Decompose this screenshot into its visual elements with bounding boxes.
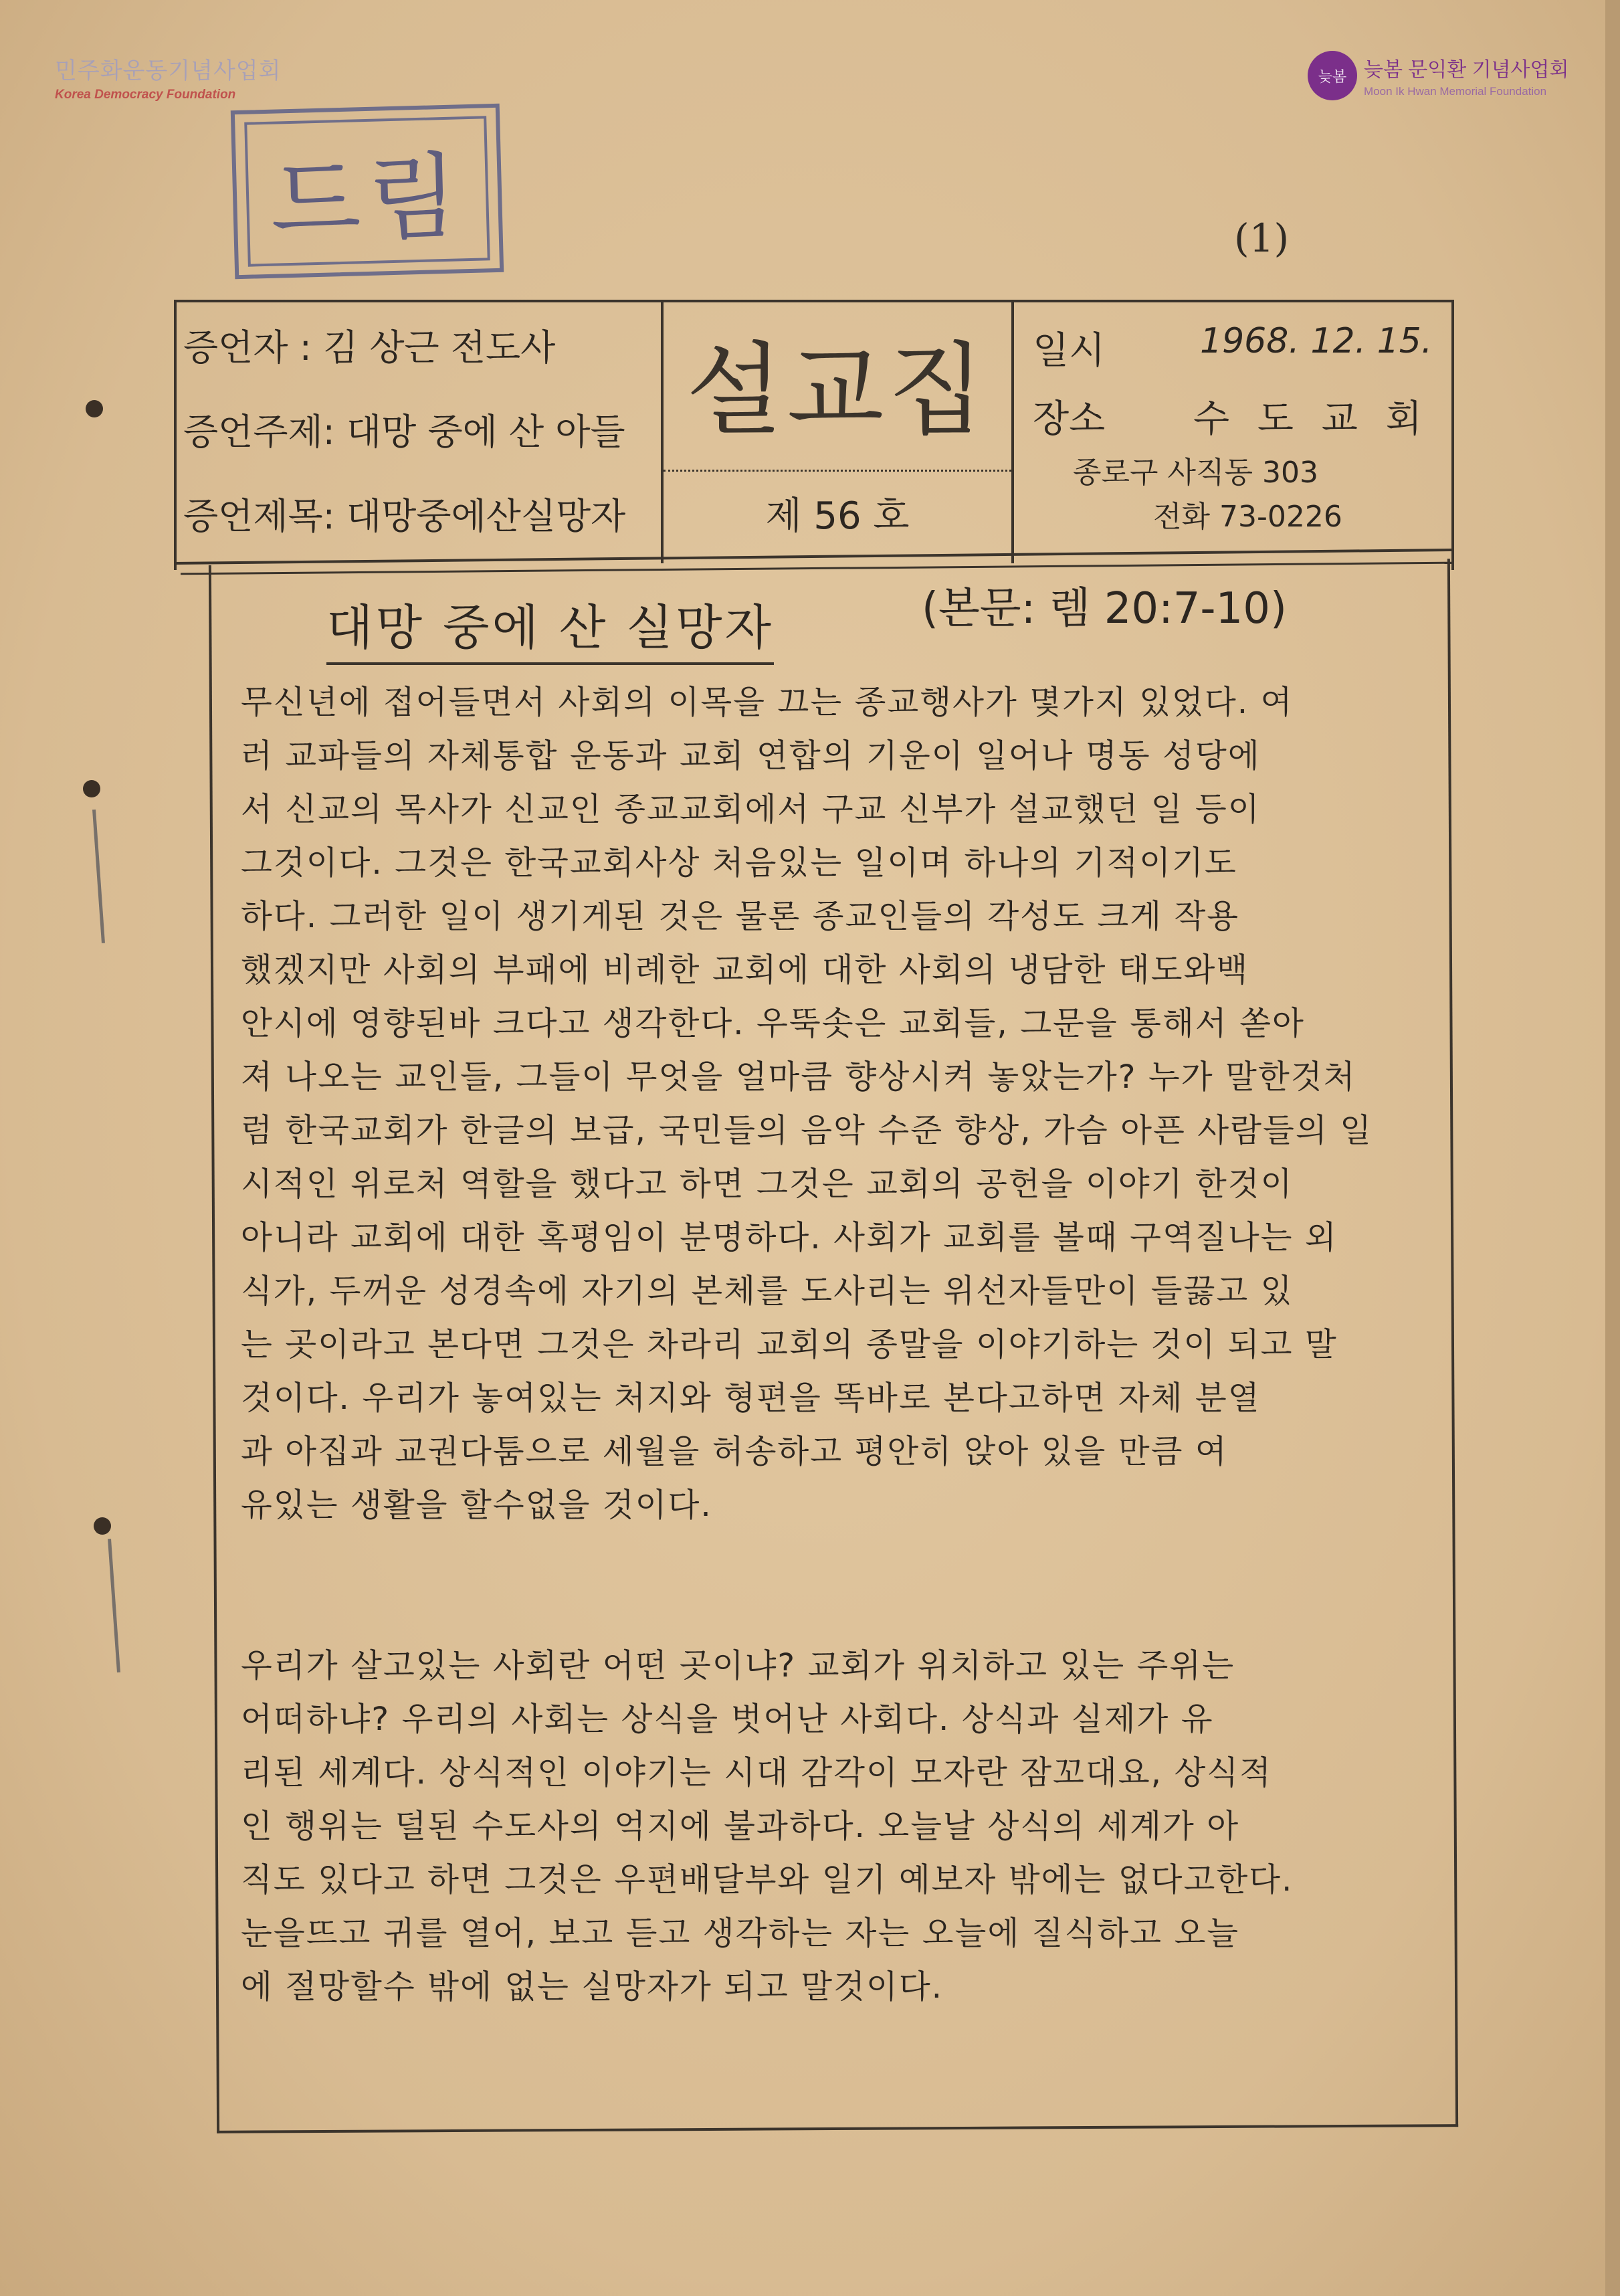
text-line: 는 곳이라고 본다면 그것은 차라리 교회의 종말을 이야기하는 것이 되고 말 bbox=[241, 1326, 1338, 1363]
logo-right-english: Moon Ik Hwan Memorial Foundation bbox=[1364, 85, 1547, 98]
logo-moon-ik-hwan-foundation bbox=[1308, 51, 1568, 100]
publication-title: 설교집 bbox=[686, 332, 989, 449]
witness-info bbox=[183, 302, 651, 563]
text-line: 우리가 살고있는 사회란 어떤 곳이냐? 교회가 위치하고 있는 주위는 bbox=[241, 1647, 1235, 1685]
address: 종로구 사직동 303 bbox=[1073, 456, 1318, 490]
text-line: 직도 있다고 하면 그것은 우편배달부와 일기 예보자 밖에는 없다고한다. bbox=[241, 1861, 1294, 1899]
text-line: 식가, 두꺼운 성경속에 자기의 본체를 도사리는 위선자들만이 들끓고 있 bbox=[241, 1272, 1294, 1310]
text-line: 과 아집과 교권다툼으로 세월을 허송하고 평안히 앉아 있을 만큼 여 bbox=[241, 1433, 1228, 1470]
logo-right-korean: 늦봄 문익환 기념사업회 bbox=[1364, 59, 1569, 81]
text-line: 유있는 생활을 할수없을 것이다. bbox=[241, 1487, 712, 1524]
punch-hole bbox=[86, 400, 103, 417]
stamp bbox=[231, 104, 504, 279]
text-line: 져 나오는 교인들, 그들이 무엇을 얼마큼 향상시켜 놓았는가? 누가 말한것처 bbox=[241, 1058, 1356, 1096]
header-box bbox=[174, 300, 1454, 570]
logo-mark-icon: 늦봄 bbox=[1308, 51, 1357, 100]
page-edge bbox=[1605, 0, 1620, 2296]
logo-korea-democracy-foundation bbox=[55, 52, 281, 102]
event-info bbox=[1026, 302, 1447, 563]
text-line: 럼 한국교회가 한글의 보급, 국민들의 음악 수준 향상, 가슴 아픈 사람들의 일 bbox=[241, 1112, 1373, 1149]
text-line: 서 신교의 목사가 신교인 종교교회에서 구교 신부가 설교했던 일 등이 bbox=[241, 791, 1261, 828]
text-line: 리된 세계다. 상식적인 이야기는 시대 감각이 모자란 잠꼬대요, 상식적 bbox=[241, 1754, 1272, 1792]
scripture-reference: (본문: 렘 20:7-10) bbox=[922, 584, 1287, 634]
witness-name: 증언자 : 김 상근 전도사 bbox=[183, 326, 556, 369]
punch-hole bbox=[94, 1517, 111, 1535]
page-number: (1) bbox=[1234, 215, 1290, 261]
text-line: 인 행위는 덜된 수도사의 억지에 불과하다. 오늘날 상식의 세계가 아 bbox=[241, 1808, 1240, 1845]
logo-left-english: Korea Democracy Foundation bbox=[55, 88, 236, 102]
paragraph-1 bbox=[241, 676, 1445, 1532]
text-line: 안시에 영향된바 크다고 생각한다. 우뚝솟은 교회들, 그문을 통해서 쏟아 bbox=[241, 1005, 1305, 1042]
stamp-text: 드림 bbox=[244, 116, 490, 266]
text-line: 어떠하냐? 우리의 사회는 상식을 벗어난 사회다. 상식과 실제가 유 bbox=[241, 1701, 1214, 1738]
place-value: 수 도 교 회 bbox=[1193, 397, 1430, 441]
paragraph-2 bbox=[241, 1639, 1445, 2014]
sermon-title: 대망 중에 산 실망자 bbox=[326, 589, 774, 665]
date-value: 1968. 12. 15. bbox=[1200, 321, 1433, 361]
text-line: 에 절망할수 밖에 없는 실망자가 되고 말것이다. bbox=[241, 1968, 944, 2006]
punch-hole bbox=[83, 780, 100, 797]
text-line: 무신년에 접어들면서 사회의 이목을 끄는 종교행사가 몇가지 있었다. 여 bbox=[241, 684, 1294, 721]
text-line: 아니라 교회에 대한 혹평임이 분명하다. 사회가 교회를 볼때 구역질나는 외 bbox=[241, 1219, 1338, 1256]
text-line: 했겠지만 사회의 부패에 비례한 교회에 대한 사회의 냉담한 태도와백 bbox=[241, 951, 1249, 989]
logo-left-korean: 민주화운동기념사업회 bbox=[55, 58, 282, 84]
text-line: 눈을뜨고 귀를 열어, 보고 듣고 생각하는 자는 오늘에 질식하고 오늘 bbox=[241, 1915, 1240, 1952]
text-line: 것이다. 우리가 놓여있는 처지와 형편을 똑바로 본다고하면 자체 분열 bbox=[241, 1379, 1261, 1417]
witness-subject: 증언제목: 대망중에산실망자 bbox=[183, 494, 626, 537]
date-label: 일시 bbox=[1033, 329, 1106, 373]
text-line: 하다. 그러한 일이 생기게된 것은 물론 종교인들의 각성도 크게 작용 bbox=[241, 898, 1240, 935]
place-label: 장소 bbox=[1033, 397, 1106, 441]
text-line: 시적인 위로처 역할을 했다고 하면 그것은 교회의 공헌을 이야기 한것이 bbox=[241, 1165, 1294, 1203]
witness-theme: 증언주제: 대망 중에 산 아들 bbox=[183, 410, 625, 453]
text-line: 그것이다. 그것은 한국교회사상 처음있는 일이며 하나의 기적이기도 bbox=[241, 844, 1237, 882]
issue-number: 제 56 호 bbox=[664, 470, 1011, 540]
phone: 전화 73-0226 bbox=[1153, 500, 1342, 534]
text-line: 러 교파들의 자체통합 운동과 교회 연합의 기운이 일어나 명동 성당에 bbox=[241, 737, 1261, 775]
publication-title-block bbox=[661, 302, 1014, 563]
